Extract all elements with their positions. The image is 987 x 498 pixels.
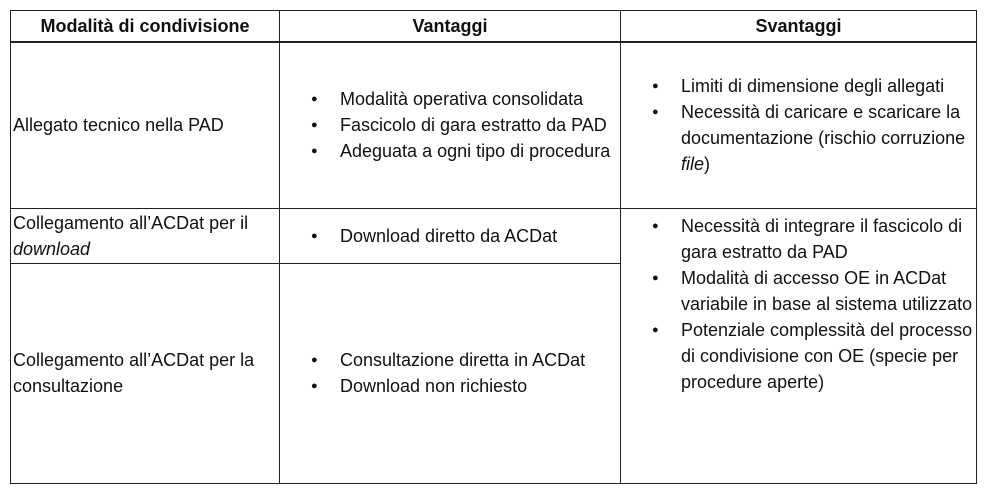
mode-text-italic: download	[13, 238, 91, 259]
pros-list	[283, 223, 617, 249]
table-row	[11, 42, 977, 208]
list-item	[624, 99, 973, 177]
header-vantaggi: Vantaggi	[280, 11, 621, 43]
list-item: ● Download non richiesto	[283, 373, 617, 399]
pros-cell	[280, 42, 621, 208]
list-item-italic: file	[681, 154, 705, 175]
pros-cell	[280, 208, 621, 263]
mode-cell: Collegamento all’ACDat per la consultazione	[11, 263, 280, 483]
list-item: ● Necessità di integrare il fascicolo di gara estratto da PAD	[624, 213, 973, 265]
list-item: ● Consultazione diretta in ACDat	[283, 347, 617, 373]
header-row	[11, 11, 977, 43]
list-item: ● Download diretto da ACDat	[283, 223, 617, 249]
pros-cell	[280, 263, 621, 483]
list-item-text: )	[704, 154, 711, 175]
cons-cell	[621, 42, 977, 208]
cons-list	[624, 213, 973, 395]
cons-list	[624, 73, 973, 177]
mode-text: Collegamento all’ACDat per il	[13, 212, 249, 233]
pros-list	[283, 347, 617, 399]
list-item: ● Adeguata a ogni tipo di procedura	[283, 138, 617, 164]
list-item-text: Necessità di caricare e scaricare la documentazione (rischio corruzione	[681, 102, 966, 149]
header-modalita: Modalità di condivisione	[11, 11, 280, 43]
mode-cell: Allegato tecnico nella PAD	[11, 42, 280, 208]
pros-list	[283, 86, 617, 164]
list-item: ● Modalità di accesso OE in ACDat variabile in base al sistema utilizzato	[624, 265, 973, 317]
header-svantaggi: Svantaggi	[621, 11, 977, 43]
list-item: ● Limiti di dimensione degli allegati	[624, 73, 973, 99]
list-item: ● Fascicolo di gara estratto da PAD	[283, 112, 617, 138]
list-item: ● Modalità operativa consolidata	[283, 86, 617, 112]
list-item: ● Potenziale complessità del processo di condivisione con OE (specie per procedure aperte)	[624, 317, 973, 395]
mode-cell	[11, 208, 280, 263]
cons-cell-shared	[621, 208, 977, 483]
table-row	[11, 208, 977, 263]
comparison-table	[10, 10, 977, 484]
